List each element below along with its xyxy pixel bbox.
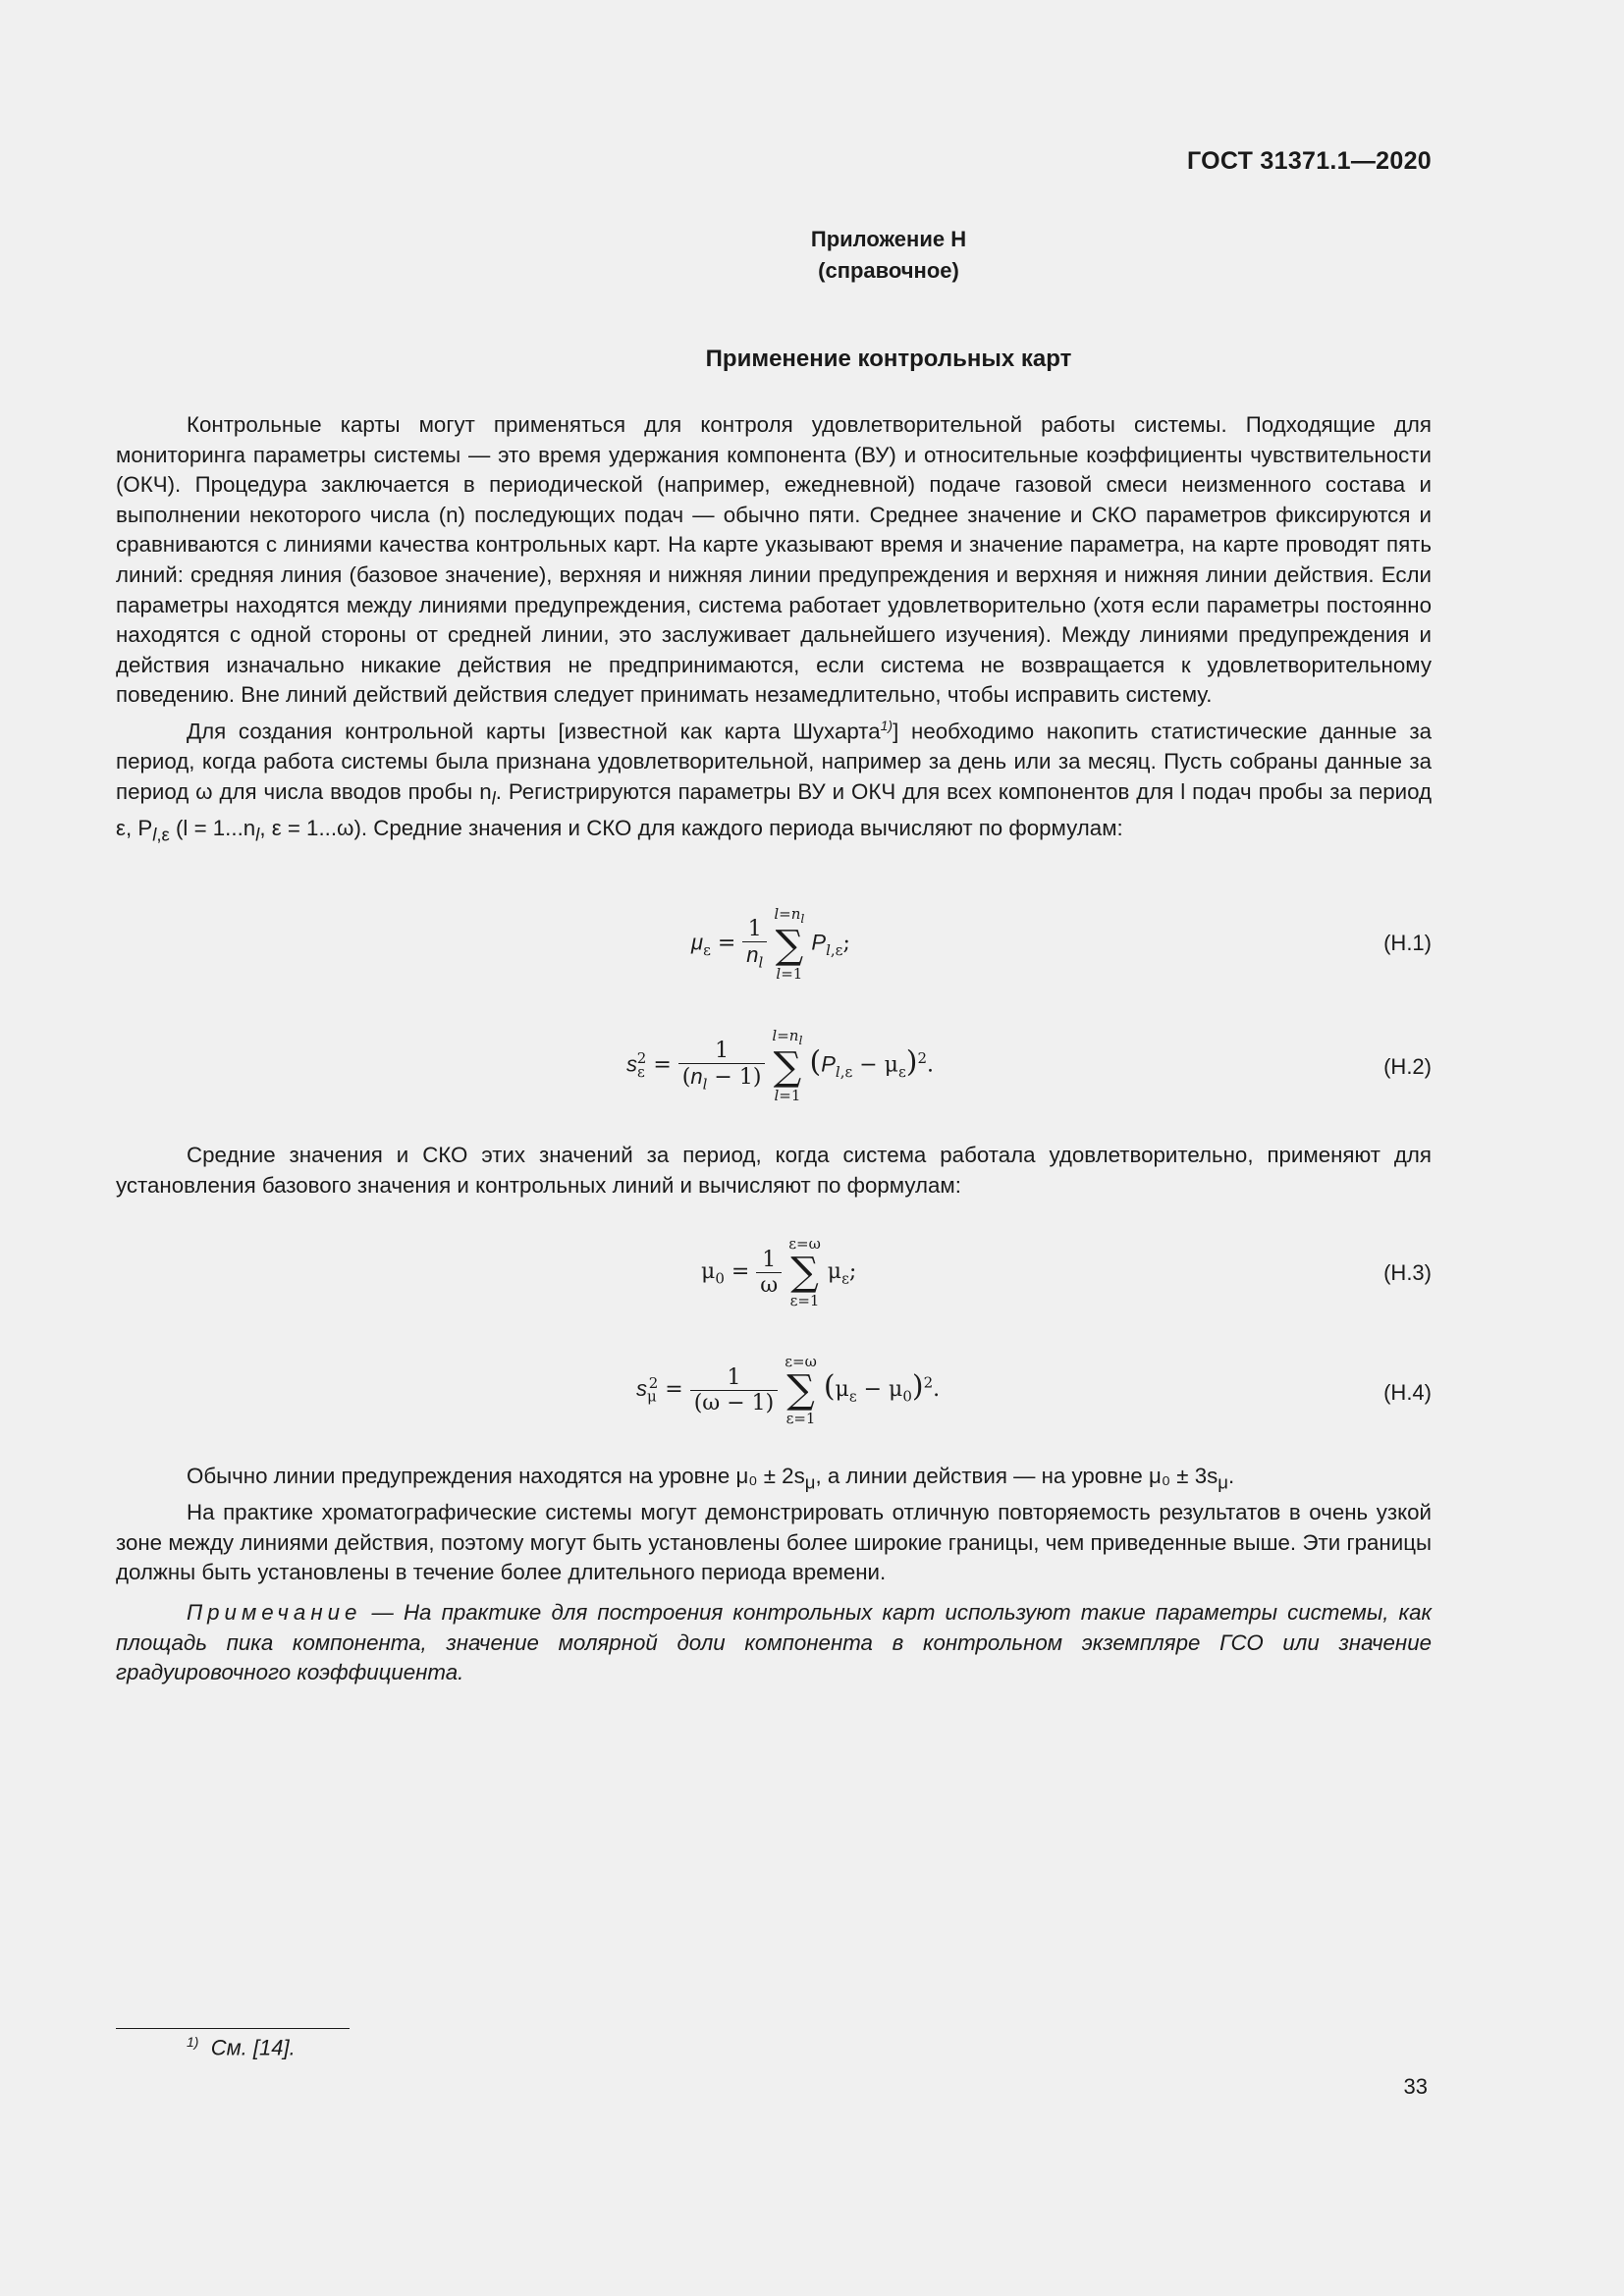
intro-paragraphs	[116, 410, 1432, 850]
formula-h1: $\mu_\varepsilon$ = $\frac{1}{n_l}$ $l=n_l$ ∑ l=1 $P_{l,\varepsilon}$; (Н.1)	[691, 905, 1432, 983]
note-text: — На практике для построения контрольных карт используют такие параметры системы, как площадь пика компонента, значение молярной доли компонента в контрольном экземпляре ГСО или значение градуировочного коэффициента.	[116, 1600, 1432, 1685]
footnote-text: См. [14].	[210, 2035, 296, 2060]
paragraph-1: Контрольные карты могут применяться для контроля удовлетворительной работы системы. Подходящие для мониторинга параметры системы — это время удержания компонента (ВУ) и относительные коэффициенты чувствительности (ОКЧ). Процедура заключается в периодической (например, ежедневной) подаче газовой смеси неизменного состава и выполнении некоторого числа (n) последующих подач — обычно пяти. Среднее значение и СКО параметров фиксируются и сравниваются с линиями качества контрольных карт. На карте указывают время и значение параметра, на карте проводят пять линий: средняя линия (базовое значение), верхняя и нижняя линии предупреждения и верхняя и нижняя линии действия. Если параметры находятся между линиями предупреждения, система работает удовлетворительно (хотя если параметры постоянно находятся с одной стороны от средней линии, это заслуживает дальнейшего изучения). Между линиями предупреждения и действия изначально никакие действия не предпринимаются, если система не возвращается к удовлетворительному поведению. Вне линий действий действия следует принимать незамедлительно, чтобы исправить систему.	[116, 412, 1432, 708]
paragraph-4: Обычно линии предупреждения находятся на уровне $\mu_0 \pm 2s_\mu$, а линии действия — на уровне $\mu_0 \pm 3s_\mu$.	[187, 1464, 1235, 1493]
warning-line-level: $\mu_0 \pm 2s_\mu$	[735, 1464, 816, 1493]
footnote-separator	[116, 2028, 350, 2029]
paragraph-2: Для создания контрольной карты [известной как карта Шухарта$^{1)}$] необходимо накопить статистические данные за период, когда работа системы была признана удовлетворительной, например за день или за месяц. Пусть собраны данные за период ω для числа вводов пробы $n_l$. Регистрируются параметры ВУ и ОКЧ для всех компонентов для l подач пробы за период ε, $P_{l,\varepsilon}$ ($l = 1...n_l$, ε = 1...ω). Средние значения и СКО для каждого периода вычисляют по формулам:	[116, 717, 1432, 845]
document-code: ГОСТ 31371.1—2020	[1186, 147, 1432, 175]
formula-h3: $\mu_0$ = $\frac{1}{\omega}$ ε=ω ∑ ε=1 $\mu_\varepsilon$; (Н.3)	[701, 1235, 1432, 1309]
equation-number: (Н.3)	[1383, 1260, 1432, 1285]
formula-h2: $s_\varepsilon^2$ = $\frac{1}{(n_l - 1)}$ $l=n_l$ ∑ l=1 $(P_{l,\varepsilon} - \mu_\varepsilon)^2$. (Н.2)	[626, 1027, 1432, 1104]
equation-number: (Н.2)	[1383, 1054, 1432, 1079]
paragraph-5: На практике хроматографические системы могут демонстрировать отличную повторяемость результатов в очень узкой зоне между линиями действия, поэтому могут быть установлены более широкие границы, чем приведенные выше. Эти границы должны быть установлены в течение более длительного периода времени.	[116, 1500, 1432, 1585]
footnote-marker: 1)	[187, 2034, 199, 2050]
appendix-label: Приложение Н	[810, 227, 967, 251]
paragraph-3-block	[116, 1141, 1432, 1201]
appendix-heading	[0, 224, 1624, 287]
page-number: 33	[1403, 2074, 1428, 2099]
footnote	[187, 2034, 296, 2060]
appendix-type: (справочное)	[818, 258, 959, 283]
formula-h4: $s_\mu^2$ = $\frac{1}{(\omega - 1)}$ ε=ω ∑ ε=1 $(\mu_\varepsilon - \mu_0)^2$. (Н.4)	[636, 1353, 1432, 1427]
action-line-level: $\mu_0 \pm 3s_\mu$	[1148, 1464, 1228, 1493]
note-label: Примечание	[187, 1600, 362, 1625]
paragraph-3: Средние значения и СКО этих значений за период, когда система работала удовлетворительно, применяют для установления базового значения и контрольных линий и вычисляют по формулам:	[116, 1143, 1432, 1198]
equation-number: (Н.4)	[1383, 1380, 1432, 1405]
footnote-ref: 1)	[880, 717, 893, 733]
section-title: Применение контрольных карт	[705, 346, 1072, 372]
closing-paragraphs	[116, 1462, 1432, 1588]
note	[116, 1598, 1432, 1688]
equation-number: (Н.1)	[1383, 931, 1432, 955]
